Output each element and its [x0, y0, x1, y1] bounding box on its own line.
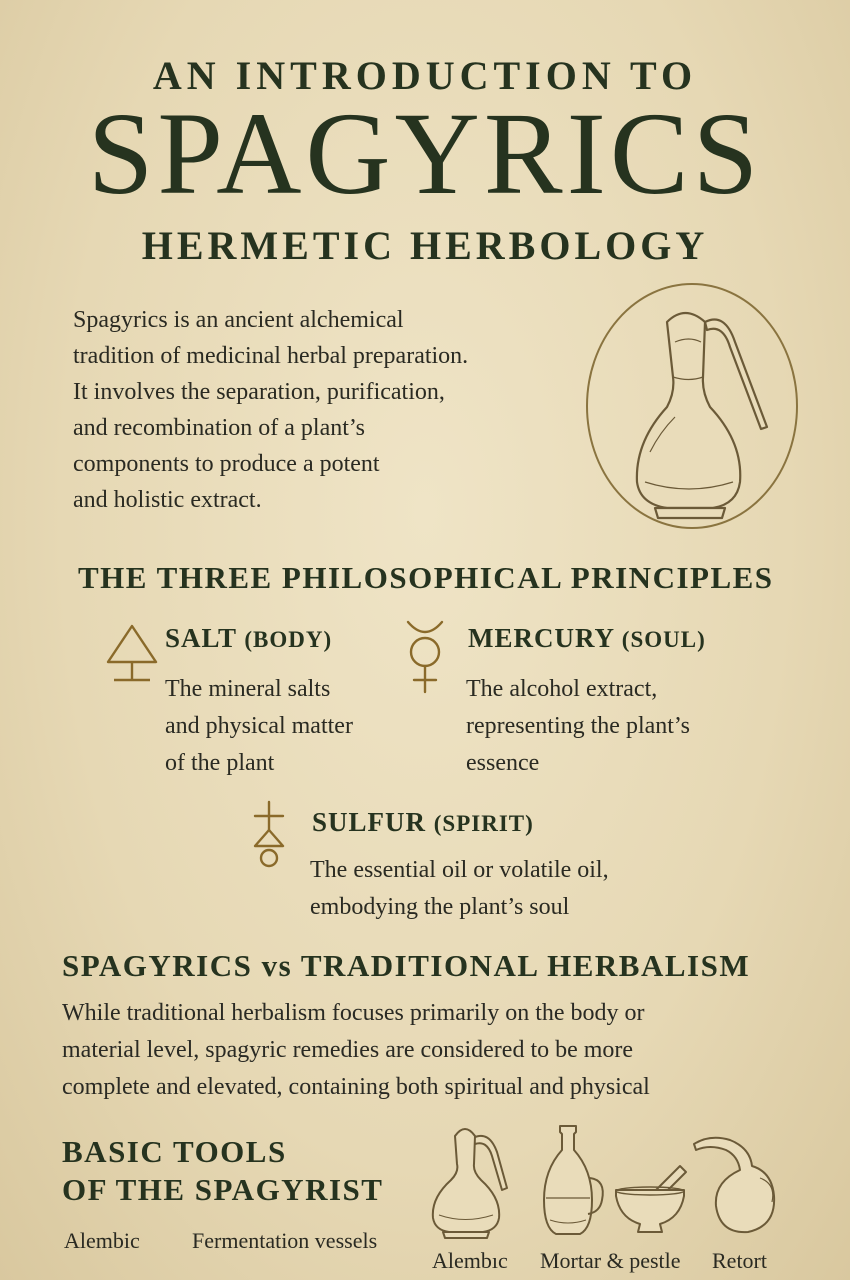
- alembic-emblem-icon: [585, 282, 800, 532]
- page-title: SPAGYRICS: [87, 88, 763, 219]
- tools-heading-line: BASIC TOOLS: [62, 1134, 287, 1169]
- tools-heading-line: OF THE SPAGYRIST: [62, 1172, 384, 1207]
- mercury-name: MERCURY: [468, 623, 615, 653]
- mercury-title: [468, 623, 706, 654]
- salt-aspect: (BODY): [244, 627, 333, 652]
- mercury-symbol-icon: [402, 618, 448, 698]
- pre-title: AN INTRODUCTION TO: [152, 53, 698, 98]
- sulfur-symbol-icon: [249, 800, 289, 874]
- illustration-label-mortar: Mortar & pestle: [540, 1248, 681, 1273]
- comparison-line: material level, spagyric remedies are considered to be more: [62, 1037, 634, 1063]
- salt-desc-line: The mineral salts: [165, 676, 331, 702]
- comparison-paragraph: [62, 995, 802, 1106]
- salt-desc-line: of the plant: [165, 750, 275, 776]
- intro-line: and holistic extract.: [73, 487, 262, 513]
- salt-title: [165, 623, 332, 654]
- page-subtitle: HERMETIC HERBOLOGY: [141, 223, 709, 268]
- alembic-icon: [425, 1120, 515, 1244]
- sulfur-desc-line: The essential oil or volatile oil,: [310, 857, 609, 883]
- alembic-emblem: [585, 282, 800, 536]
- salt-name: SALT: [165, 623, 237, 653]
- sulfur-desc-line: embodying the plant’s soul: [310, 894, 570, 920]
- intro-line: and recombination of a plant’s: [73, 415, 365, 441]
- mercury-desc-line: representing the plant’s: [466, 713, 690, 739]
- salt-desc-line: and physical matter: [165, 713, 353, 739]
- illustration-label-alembic: Alembıc: [432, 1248, 508, 1273]
- comparison-line: complete and elevated, containing both spiritual and physical: [62, 1074, 650, 1100]
- fermentation-vessel-icon: [530, 1120, 610, 1244]
- comparison-heading: SPAGYRICS vs TRADITIONAL HERBALISM: [62, 948, 751, 983]
- sulfur-description: [310, 852, 609, 926]
- tool-list-item: Fermentation vessels: [192, 1228, 378, 1253]
- mercury-description: [466, 671, 690, 782]
- tools-heading: [62, 1133, 402, 1209]
- intro-line: tradition of medicinal herbal preparation.: [73, 343, 469, 369]
- sulfur-aspect: (SPIRIT): [433, 811, 534, 836]
- salt-symbol-icon: [104, 622, 160, 688]
- intro-paragraph: [73, 302, 543, 518]
- sulfur-title: [312, 807, 534, 838]
- mercury-desc-line: The alcohol extract,: [466, 676, 658, 702]
- sulfur-name: SULFUR: [312, 807, 427, 837]
- illustration-label-retort: Retort: [712, 1248, 767, 1273]
- intro-line: It involves the separation, purification,: [73, 379, 445, 405]
- intro-line: components to produce a potent: [73, 451, 380, 477]
- retort-icon: [690, 1130, 790, 1244]
- mercury-desc-line: essence: [466, 750, 540, 776]
- intro-line: Spagyrics is an ancient alchemical: [73, 307, 404, 333]
- principles-heading: THE THREE PHILOSOPHICAL PRINCIPLES: [78, 560, 774, 595]
- tool-list-item: Alembic: [64, 1228, 140, 1253]
- mortar-pestle-icon: [610, 1160, 690, 1244]
- salt-description: [165, 671, 353, 782]
- mercury-aspect: (SOUL): [621, 627, 706, 652]
- comparison-line: While traditional herbalism focuses primarily on the body or: [62, 1000, 645, 1026]
